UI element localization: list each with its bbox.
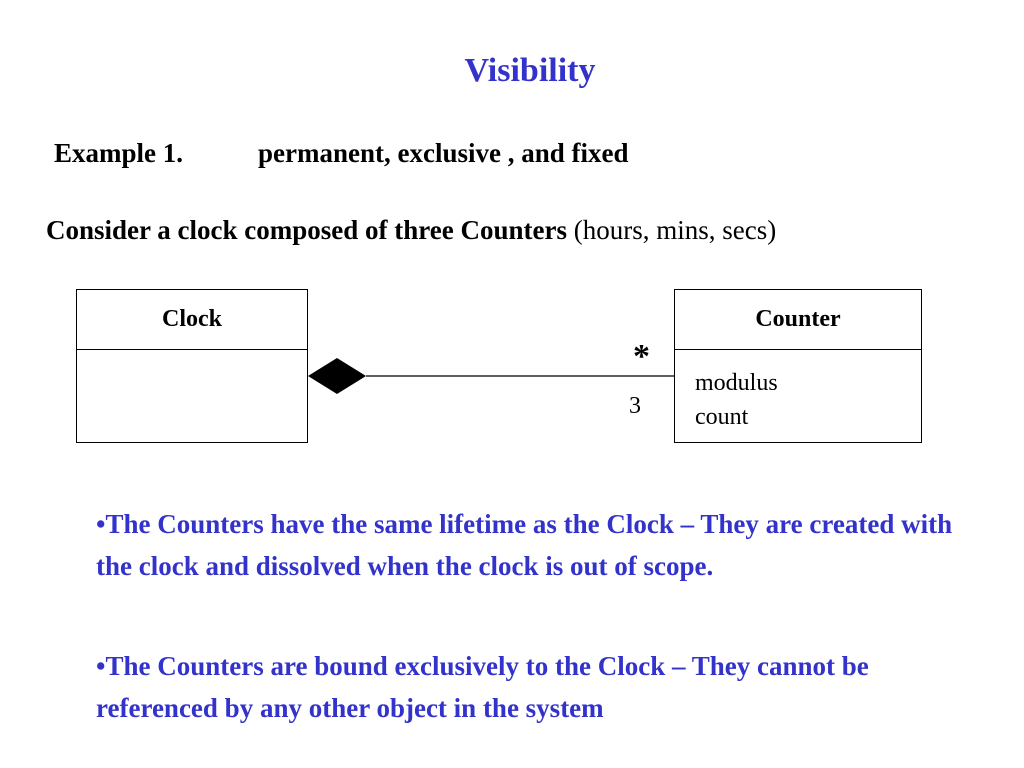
multiplicity-star: * bbox=[633, 338, 650, 375]
multiplicity-number: 3 bbox=[629, 393, 641, 419]
counter-attribute-count: count bbox=[695, 404, 749, 430]
composition-diamond bbox=[308, 358, 366, 394]
bullet-exclusive: •The Counters are bound exclusively to the Clock – They cannot be referenced by any other object in the system bbox=[96, 651, 869, 723]
bullet-lifetime: •The Counters have the same lifetime as the Clock – They are created with the clock and dissolved when the clock is out of scope. bbox=[96, 509, 953, 581]
clock-class-name: Clock bbox=[77, 290, 307, 350]
counter-class-name: Counter bbox=[675, 290, 921, 350]
consider-plain-text: (hours, mins, secs) bbox=[573, 215, 777, 245]
consider-bold-text: Consider a clock composed of three Counters bbox=[46, 215, 567, 245]
example-label: Example 1. bbox=[54, 138, 184, 168]
counter-attribute-modulus: modulus bbox=[695, 370, 778, 396]
counter-class-box bbox=[674, 289, 922, 443]
clock-class-box bbox=[76, 289, 308, 443]
example-text: permanent, exclusive , and fixed bbox=[258, 138, 629, 168]
slide-title: Visibility bbox=[464, 52, 596, 89]
